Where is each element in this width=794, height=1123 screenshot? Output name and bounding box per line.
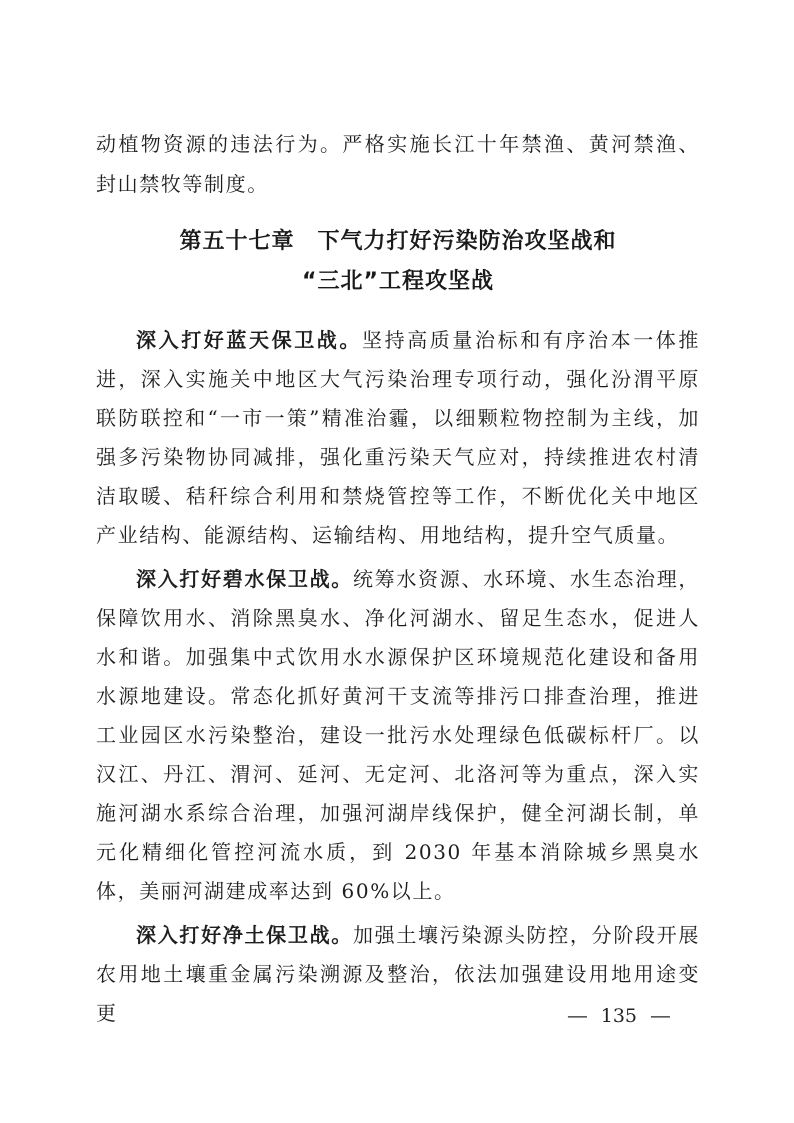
- chapter-heading-line2: “三北”工程攻坚战: [302, 269, 494, 294]
- paragraph-body: 统筹水资源、水环境、水生态治理，保障饮用水、消除黑臭水、净化河湖水、留足生态水，促进人水和谐。加强集中式饮用水水源保护区环境规范化建设和备用水源地建设。常态化抓好黄河干支流等排污口排查治理，推进工业园区水污染整治，建设一批污水处理绿色低碳标杆厂。以汉江、丹江、渭河、延河、无定河、北洛河等为重点，深入实施河湖水系综合治理，加强河湖岸线保护，健全河湖长制，单元化精细化管控河流水质，到 2030 年基本消除城乡黑臭水体，美丽河湖建成率达到 60%以上。: [96, 567, 701, 903]
- page-number: 135: [600, 1005, 637, 1027]
- paragraph-lead: 深入打好蓝天保卫战。: [136, 328, 362, 352]
- paragraph-body: 坚持高质量治标和有序治本一体推进，深入实施关中地区大气污染治理专项行动，强化汾渭平原联防联控和“一市一策”精准治霾，以细颗粒物控制为主线，加强多污染物协同减排，强化重污染天气应对，持续推进农村清洁取暖、秸秆综合利用和禁烧管控等工作，不断优化关中地区产业结构、能源结构、运输结构、用地结构，提升空气质量。: [96, 328, 700, 547]
- paragraph-blue-sky: [96, 321, 700, 555]
- chapter-heading-line1: 第五十七章 下气力打好污染防治攻坚战和: [179, 229, 617, 254]
- footer-left-dash: —: [566, 1005, 588, 1027]
- paragraph-lead: 深入打好净土保卫战。: [136, 923, 353, 947]
- footer-right-dash: —: [650, 1005, 671, 1027]
- paragraph-lead: 深入打好碧水保卫战。: [136, 567, 353, 591]
- intro-paragraph: 动植物资源的违法行为。严格实施长江十年禁渔、黄河禁渔、封山禁牧等制度。: [96, 132, 700, 196]
- paragraph-clear-water: [96, 560, 700, 911]
- page-footer: [568, 1003, 670, 1029]
- chapter-heading: [96, 222, 700, 302]
- paragraph-body: 加强土壤污染源头防控，分阶段开展农用地土壤重金属污染溯源及整治，依法加强建设用地用途变更: [96, 923, 701, 1025]
